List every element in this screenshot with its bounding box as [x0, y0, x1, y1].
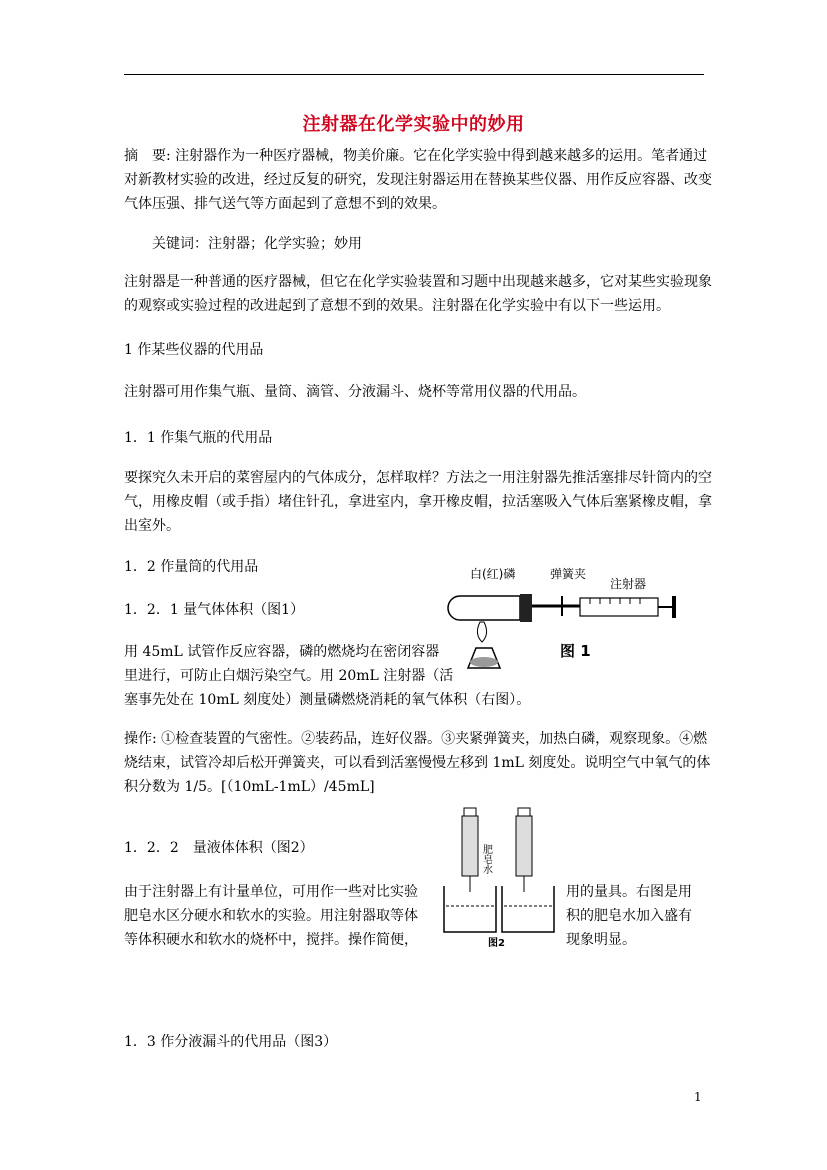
- figure-2-apparatus: [440, 806, 560, 950]
- liquid-left-line-2: 肥皂水区分硬水和软水的实验。用注射器取等体: [124, 908, 418, 924]
- document-title: 注射器在化学实验中的妙用: [302, 114, 525, 135]
- section-1-text: 注射器可用作集气瓶、量筒、滴管、分液漏斗、烧杯等常用仪器的代用品。: [124, 384, 586, 400]
- page-number: 1: [694, 1090, 702, 1104]
- figure-1-label-syringe: 注射器: [610, 577, 647, 591]
- liquid-left-line-1: 由于注射器上有计量单位，可用作一些对比实验: [124, 884, 418, 900]
- figure-2-caption: 图2: [488, 938, 505, 949]
- gas-volume-line-1: 用 45mL 试管作反应容器，磷的燃烧均在密闭容器: [124, 644, 440, 660]
- operation-paragraph: 操作: ①检查装置的气密性。②装药品，连好仪器。③夹紧弹簧夹，加热白磷，观察现象。④燃烧结束，试管冷却后松开弹簧夹，可以看到活塞慢慢左移到 1mL 刻度处。说明空气中氧气的体积分数为 1/5。[（10mL-1mL）/45mL]: [124, 731, 711, 795]
- liquid-left-line-3: 等体积硬水和软水的烧杯中，搅拌。操作简便，: [124, 932, 418, 948]
- liquid-right-line-1: 用的量具。右图是用: [566, 884, 692, 900]
- gas-volume-line-3: 塞事先处在 10mL 刻度处）测量磷燃烧消耗的氧气体积（右图）。: [124, 692, 531, 708]
- section-1-1-heading: 1．1 作集气瓶的代用品: [124, 430, 273, 446]
- section-1-2-heading: 1．2 作量筒的代用品: [124, 559, 259, 575]
- liquid-right-line-3: 现象明显。: [566, 932, 636, 948]
- figure-1-apparatus: [440, 556, 680, 680]
- header-rule: [124, 74, 704, 75]
- section-1-2-1-heading: 1．2．1 量气体体积（图1）: [124, 602, 305, 618]
- section-1-heading: 1 作某些仪器的代用品: [124, 342, 264, 358]
- liquid-right-line-2: 积的肥皂水加入盛有: [566, 908, 692, 924]
- abstract-paragraph: 摘 要: 注射器作为一种医疗器械，物美价廉。它在化学实验中得到越来越多的运用。笔者通过对新教材实验的改进，经过反复的研究，发现注射器运用在替换某些仪器、用作反应容器、改变气体压强、排气送气等方面起到了意想不到的效果。: [124, 148, 712, 212]
- section-1-1-text: 要探究久未开启的菜窖屋内的气体成分，怎样取样？方法之一用注射器先推活塞排尽针筒内的空气，用橡皮帽（或手指）堵住针孔，拿进室内，拿开橡皮帽，拉活塞吸入气体后塞紧橡皮帽，拿出室外。: [124, 470, 712, 534]
- section-1-3-heading: 1．3 作分液漏斗的代用品（图3）: [124, 1034, 338, 1050]
- intro-paragraph: 注射器是一种普通的医疗器械，但它在化学实验装置和习题中出现越来越多，它对某些实验现象的观察或实验过程的改进起到了意想不到的效果。注射器在化学实验中有以下一些运用。: [124, 274, 712, 314]
- figure-1-label-phosphorus: 白(红)磷: [470, 567, 516, 581]
- figure-1-caption: 图 1: [560, 642, 591, 660]
- section-1-2-2-heading: 1．2．2 量液体体积（图2）: [124, 840, 314, 856]
- gas-volume-line-2: 里进行，可防止白烟污染空气。用 20mL 注射器（活: [124, 668, 454, 684]
- keywords-line: 关键词：注射器；化学实验；妙用: [152, 236, 362, 252]
- figure-2-label-soap: 肥皂水: [480, 844, 492, 874]
- figure-1-label-clip: 弹簧夹: [550, 567, 587, 581]
